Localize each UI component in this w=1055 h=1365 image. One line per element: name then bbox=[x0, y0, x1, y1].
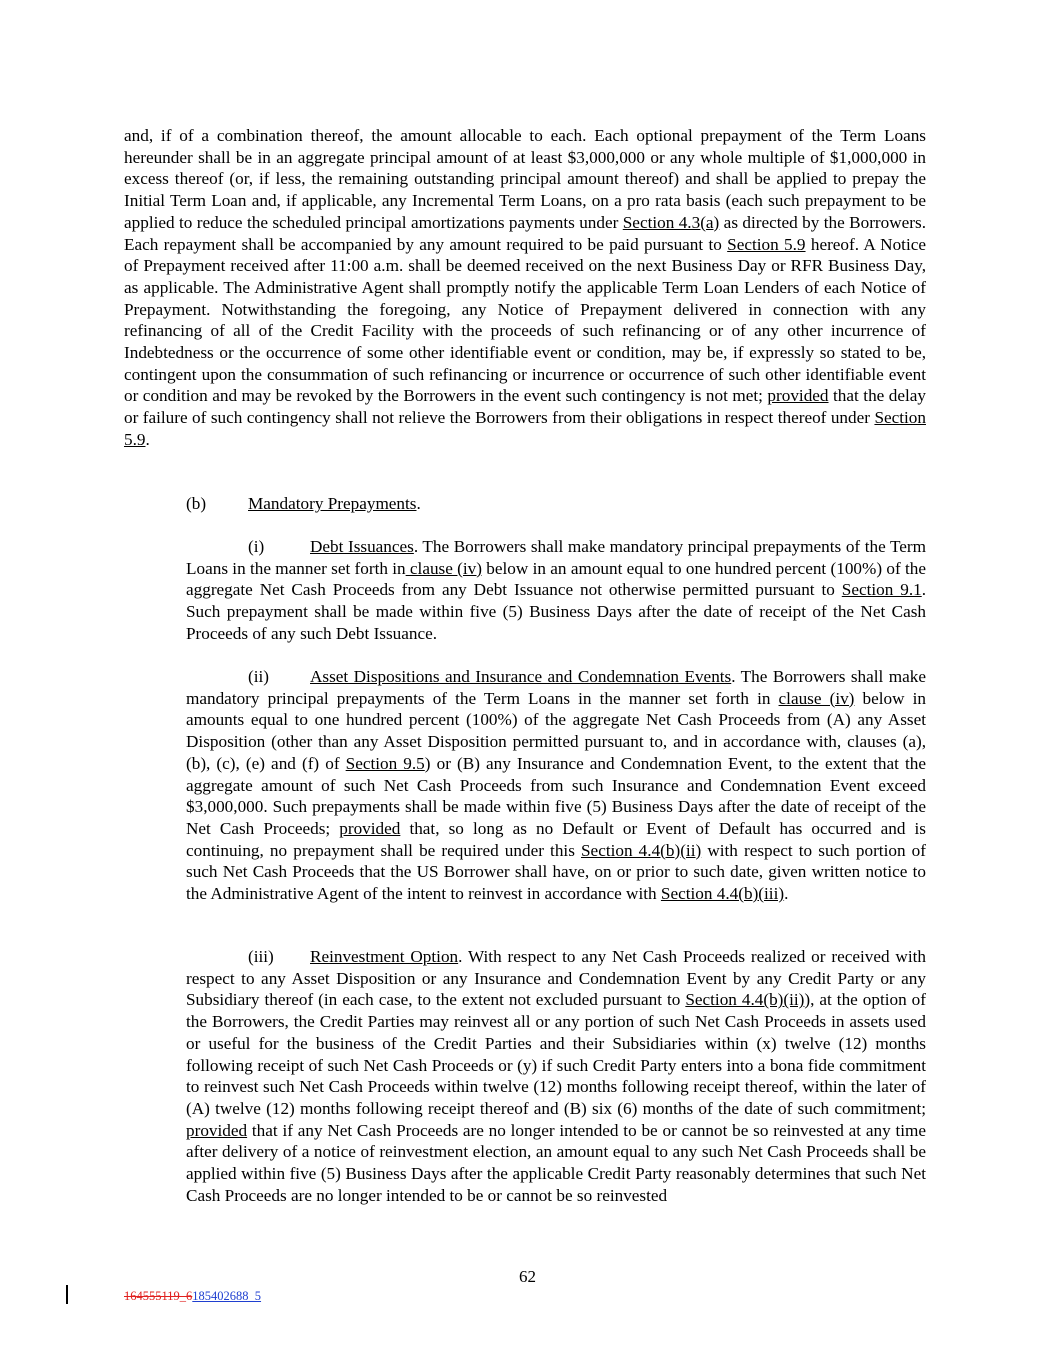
text-run: . The Borrowers shall make mandatory principal prepayments of the Term Loans in the manner set forth in bbox=[186, 667, 926, 708]
section-reference: Section 9.5 bbox=[345, 753, 425, 773]
revision-change-bar bbox=[66, 1285, 68, 1304]
section-b-heading bbox=[186, 493, 926, 515]
text-run: ) or (B) any Insurance and Condemnation Event, to the extent that the aggregate amount of such Net Cash Proceeds from such Insurance and Condemnation Event exceed $3,000,000. Such prepayments shall be made within five (5) Business Days after the date of receipt of the Net Cash Proceeds; bbox=[186, 753, 926, 838]
section-reference: Section 4.3(a) bbox=[622, 212, 720, 232]
defined-term-provided: provided bbox=[767, 386, 829, 406]
defined-term-provided: provided bbox=[186, 1120, 248, 1140]
text-run: . The Borrowers shall make mandatory principal prepayments of the Term Loans in the manner set forth in bbox=[186, 537, 926, 578]
clause-reference: clause (iv) bbox=[405, 558, 482, 578]
subsection-title: Asset Dispositions and Insurance and Condemnation Events bbox=[310, 667, 732, 686]
section-reference: Section 5.9 bbox=[727, 234, 806, 254]
paragraph-a-continued bbox=[124, 125, 926, 451]
clause-reference: clause (iv) bbox=[778, 688, 855, 708]
section-reference: Section 4.4(b)(iii) bbox=[660, 884, 785, 904]
doc-id-inserted: 185402688_5 bbox=[192, 1289, 262, 1303]
text-run: and, if of a combination thereof, the amount allocable to each. Each optional prepayment of the Term Loans hereunder shall be in an aggregate principal amount of at least $3,000,000 or any whole multiple of $1,000,000 in excess thereof (or, if less, the remaining outstanding principal amount thereof) and shall be applied to prepay the Initial Term Loan and, if applicable, any Incremental Term Loans, on a pro rata basis (each such prepayment to be applied to reduce the scheduled principal amortizations payments under bbox=[124, 126, 926, 232]
text-run: hereof. A Notice of Prepayment received after 11:00 a.m. shall be deemed received on the next Business Day or RFR Business Day, as applicable. The Administrative Agent shall promptly notify the applicable Term Loan Lenders of each Notice of Prepayment. Notwithstanding the foregoing, any Notice of Prepayment delivered in connection with any refinancing of all of the Credit Facility with the proceeds of such refinancing or of any other incurrence of Indebtedness or the occurrence of some other identifiable event or condition, may be, if expressly so stated to be, contingent upon the consummation of such refinancing or incurrence or occurrence of such other identifiable event or condition and may be revoked by the Borrowers in the event such contingency is not met; bbox=[124, 234, 926, 406]
subsection-i bbox=[186, 536, 926, 645]
text-run: ), at the option of the Borrowers, the Credit Parties may reinvest all or any portion of such Net Cash Proceeds in assets used or useful for the business of the Credit Parties and their Subsidiaries within (x) twelve (12) months following receipt of such Net Cash Proceeds or (y) if such Credit Party enters into a bona fide commitment to reinvest such Net Cash Proceeds within twelve (12) months following receipt thereof, within the later of (A) twelve (12) months following receipt thereof and (B) six (6) months of the date of such commitment; bbox=[186, 990, 926, 1118]
page-number: 62 bbox=[519, 1267, 536, 1286]
text-run: that if any Net Cash Proceeds are no longer intended to be or cannot be so reinvested at any time after delivery of a notice of reinvestment election, an amount equal to any such Net Cash Proceeds shall be applied within five (5) Business Days after the applicable Credit Party reasonably determines that such Net Cash Proceeds are no longer intended to be or cannot be so reinvested bbox=[186, 1120, 926, 1205]
section-reference: Section 5.9 bbox=[124, 408, 926, 449]
subsection-ii bbox=[186, 666, 926, 905]
subsection-number: (iii) bbox=[248, 947, 274, 966]
subsection-title: Debt Issuances bbox=[310, 537, 414, 556]
subsection-number: (ii) bbox=[248, 667, 269, 686]
text-run: that, so long as no Default or Event of Default has occurred and is continuing, no prepayment shall be required under this bbox=[186, 818, 926, 860]
subsection-number: (i) bbox=[248, 537, 265, 556]
text-run: . bbox=[784, 884, 789, 904]
text-run: below in an amount equal to one hundred percent (100%) of the aggregate Net Cash Proceeds from any Debt Issuance not otherwise permitted pursuant to bbox=[186, 558, 926, 600]
text-run: with respect to such portion of such Net Cash Proceeds that the US Borrower shall have, on or prior to such date, given written notice to the Administrative Agent of the intent to reinvest in accordance with bbox=[186, 840, 926, 904]
text-run: . With respect to any Net Cash Proceeds realized or received with respect to any Asset Disposition or any Insurance and Condemnation Event by any Credit Party or any Subsidiary thereof (in each case, to the extent not excluded pursuant to bbox=[186, 947, 926, 1010]
text-run: . bbox=[416, 494, 421, 513]
section-number: (b) bbox=[186, 494, 207, 513]
text-run: . Such prepayment shall be made within five (5) Business Days after the date of receipt of the Net Cash Proceeds of any such Debt Issuance. bbox=[186, 580, 927, 643]
document-id bbox=[124, 1289, 261, 1303]
subsection-iii bbox=[186, 946, 926, 1206]
text-run: that the delay or failure of such contingency shall not relieve the Borrowers from their obligations in respect thereof under bbox=[124, 386, 927, 428]
section-reference: Section 4.4(b)(ii) bbox=[581, 840, 702, 860]
section-reference: Section 4.4(b)(ii) bbox=[685, 990, 805, 1010]
doc-id-deleted: 164555119_6 bbox=[124, 1289, 193, 1303]
section-title: Mandatory Prepayments bbox=[248, 494, 417, 513]
text-run: . bbox=[145, 429, 150, 449]
text-run: as directed by the Borrowers. Each repayment shall be accompanied by any amount required to be paid pursuant to bbox=[124, 212, 926, 254]
text-run: below in amounts equal to one hundred percent (100%) of the aggregate Net Cash Proceeds from (A) any Asset Disposition (other than any Asset Disposition permitted pursuant to, and in accordance with, clauses (a), (b), (c), (e) and (f) of bbox=[186, 688, 926, 773]
defined-term-provided: provided bbox=[339, 818, 401, 838]
section-reference: Section 9.1 bbox=[841, 580, 922, 600]
subsection-title: Reinvestment Option bbox=[310, 947, 459, 966]
